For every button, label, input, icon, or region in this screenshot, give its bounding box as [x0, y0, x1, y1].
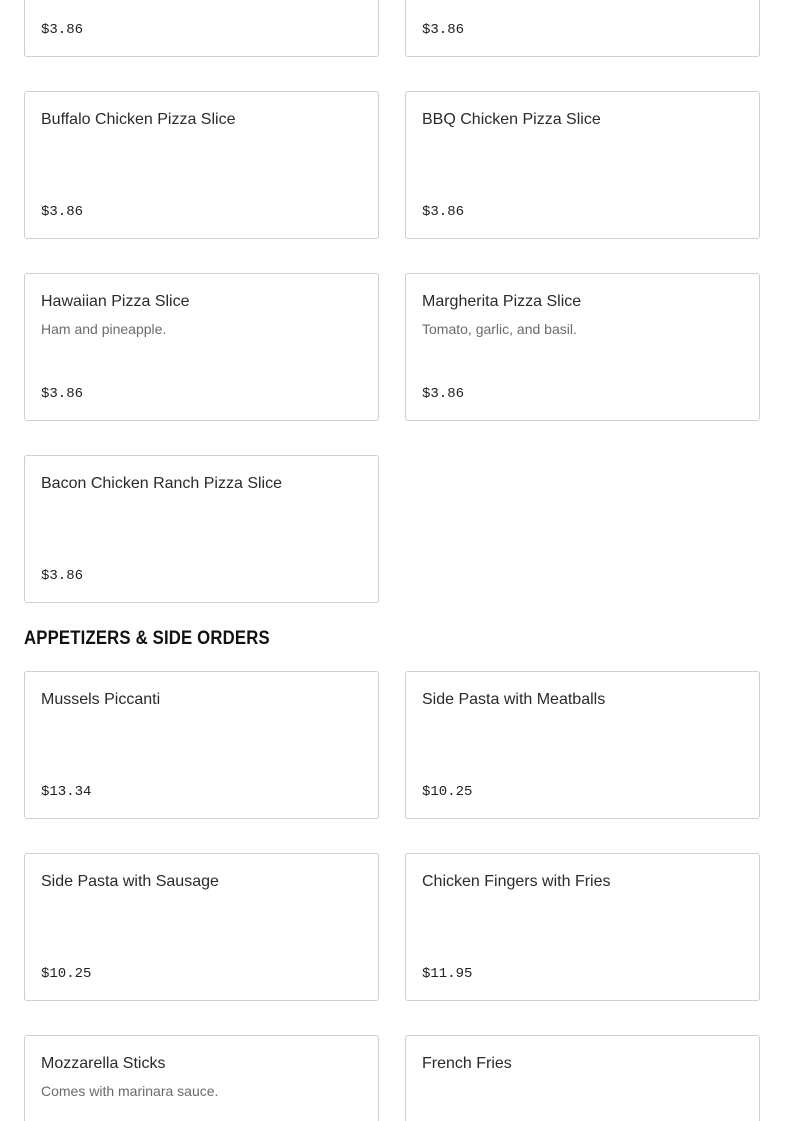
menu-item-price: $3.86: [41, 568, 84, 584]
menu-item-name: Margherita Pizza Slice: [422, 293, 582, 310]
menu-item-card[interactable]: [24, 455, 379, 603]
menu-item-price: $11.95: [422, 966, 473, 982]
menu-item-description: Comes with marinara sauce.: [41, 1083, 219, 1099]
menu-item-card[interactable]: [405, 1035, 760, 1121]
menu-item-name: Chicken Fingers with Fries: [422, 873, 611, 890]
menu-item-card[interactable]: [24, 853, 379, 1001]
menu-item-price: $3.86: [422, 386, 465, 402]
menu-item-card[interactable]: [405, 853, 760, 1001]
menu-item-price: $13.34: [41, 784, 92, 800]
menu-item-name: French Fries: [422, 1055, 512, 1072]
menu-item-price: $3.86: [422, 204, 465, 220]
menu-item-price: $10.25: [41, 966, 92, 982]
menu-item-card[interactable]: [405, 273, 760, 421]
menu-item-description: Tomato, garlic, and basil.: [422, 321, 577, 337]
menu-item-description: Ham and pineapple.: [41, 321, 167, 337]
menu-item-card[interactable]: [405, 91, 760, 239]
menu-item-name: BBQ Chicken Pizza Slice: [422, 111, 601, 128]
menu-item-card[interactable]: [24, 0, 379, 57]
menu-item-name: Bacon Chicken Ranch Pizza Slice: [41, 475, 283, 492]
menu-item-card[interactable]: [24, 1035, 379, 1121]
menu-item-name: Mussels Piccanti: [41, 691, 161, 708]
menu-item-price: $3.86: [41, 386, 84, 402]
menu-item-price: $10.25: [422, 784, 473, 800]
menu-item-price: $3.86: [41, 22, 84, 38]
menu-item-name: Side Pasta with Sausage: [41, 873, 219, 890]
menu-item-price: $3.86: [41, 204, 84, 220]
section-title-appetizers: APPETIZERS & SIDE ORDERS: [24, 628, 270, 649]
menu-item-card[interactable]: [405, 671, 760, 819]
menu-item-card[interactable]: [24, 91, 379, 239]
menu-item-price: $3.86: [422, 22, 465, 38]
menu-item-name: Buffalo Chicken Pizza Slice: [41, 111, 236, 128]
menu-item-card[interactable]: [24, 671, 379, 819]
menu-item-name: Side Pasta with Meatballs: [422, 691, 606, 708]
menu-item-name: Mozzarella Sticks: [41, 1055, 166, 1072]
menu-item-card[interactable]: [24, 273, 379, 421]
menu-item-card[interactable]: [405, 0, 760, 57]
menu-item-name: Hawaiian Pizza Slice: [41, 293, 190, 310]
